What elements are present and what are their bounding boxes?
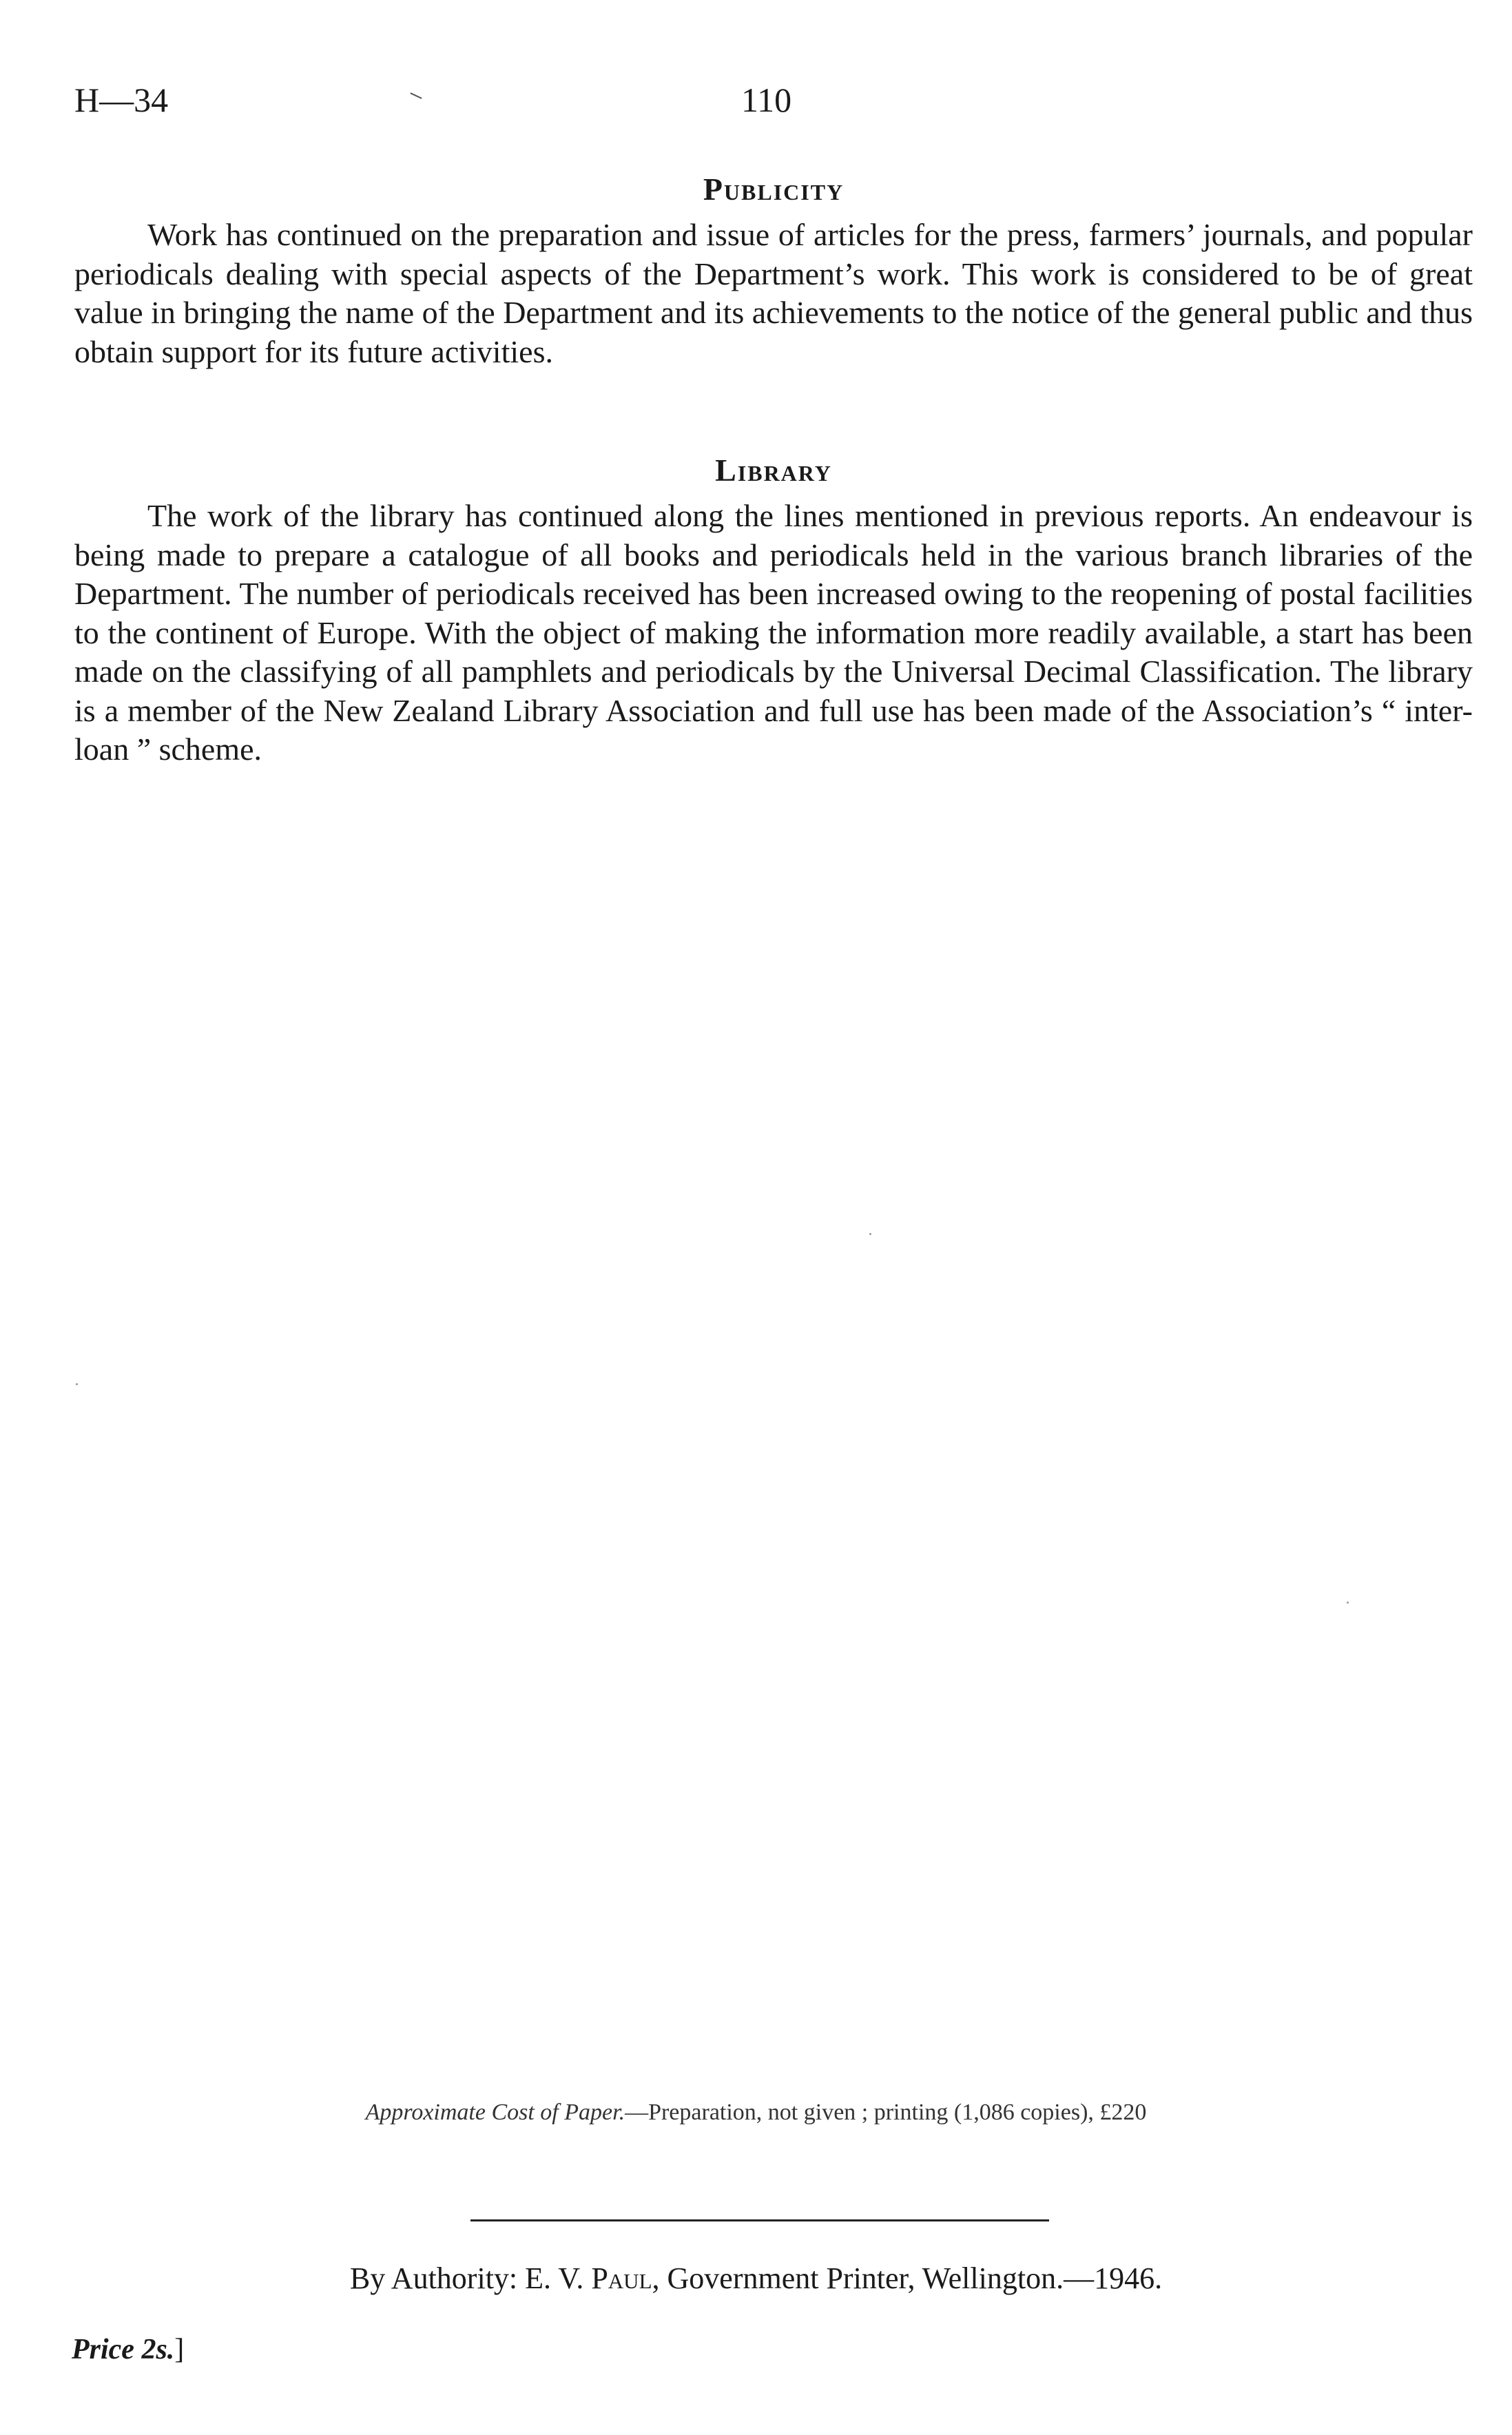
cost-label: Approximate Cost of Paper. [365,2100,625,2125]
page-number: 110 [741,81,792,119]
imprint-prefix: By Authority: E. V. [349,2261,592,2295]
document-reference: H—34 [74,81,169,119]
footer-rule [470,2219,1049,2221]
library-section [74,450,1473,769]
printer-name: Paul [591,2261,652,2295]
print-speck [76,1383,78,1385]
price-note [72,2332,184,2367]
imprint-suffix: , Government Printer, Wellington.—1946. [652,2261,1163,2295]
library-heading: Library [715,453,832,488]
publicity-paragraph: Work has continued on the preparation and issue of articles for the press, farmers’ journals, and popular periodicals dealing with special aspects of the Department’s work. This work is considered to be of great value in bringing the name of the Department and its achievements to the notice of the general public and thus obtain support for its future activities. [74,217,1473,369]
publicity-heading: Publicity [703,172,845,207]
printer-imprint [0,2259,1512,2298]
price-bracket: ] [174,2334,185,2365]
library-paragraph: The work of the library has continued along the lines mentioned in previous reports. An endeavour is being made to prepare a catalogue of all books and periodicals held in the various branch libraries of the Department. The number of periodicals received has been increased owing to the reopening of postal facilities to the continent of Europe. With the object of making the information more readily available, a start has been made on the classifying of all pamphlets and periodicals by the Universal Decimal Classification. The library is a member of the New Zealand Library Association and full use has been made of the Association’s “ inter-loan ” scheme. [74,498,1473,767]
cost-of-paper-note [0,2097,1512,2128]
cost-detail: —Preparation, not given ; printing (1,086 copies), £220 [625,2100,1147,2125]
print-speck [869,1233,871,1235]
stray-mark [410,92,422,99]
print-speck [1347,1602,1349,1604]
price-label: Price 2s. [72,2334,175,2365]
publicity-section [74,169,1473,371]
running-header [74,76,1473,124]
